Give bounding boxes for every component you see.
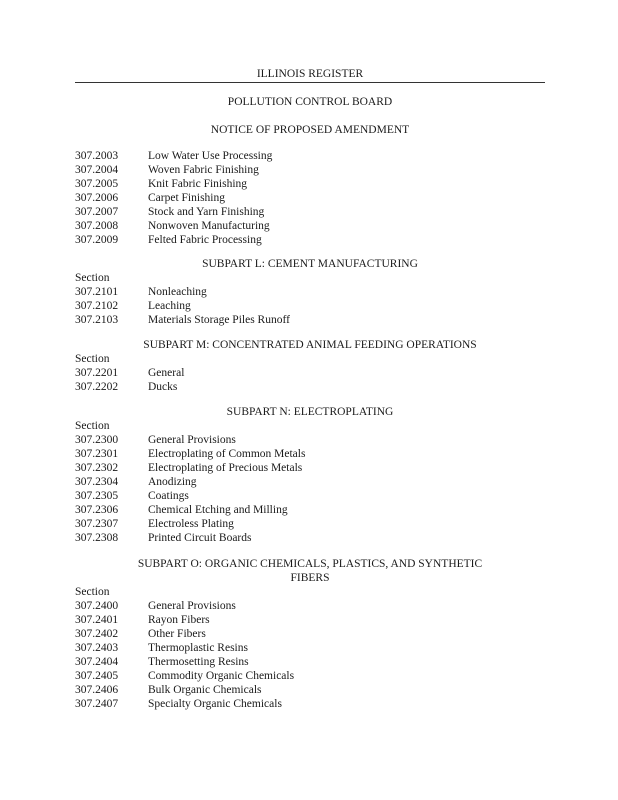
register-title: ILLINOIS REGISTER (256, 68, 364, 80)
section-number: 307.2304 (75, 476, 119, 488)
section-title: Electroplating of Precious Metals (148, 462, 303, 474)
section-number: 307.2103 (75, 314, 119, 326)
section-number: 307.2006 (75, 192, 119, 204)
section-title: Printed Circuit Boards (148, 532, 252, 544)
subpart-m-heading: SUBPART M: CONCENTRATED ANIMAL FEEDING OPERATIONS (143, 339, 477, 351)
section-label: Section (75, 420, 110, 432)
section-title: Rayon Fibers (148, 614, 210, 626)
section-title: General Provisions (148, 600, 236, 612)
subpart-o-heading-line2: FIBERS (290, 572, 330, 584)
section-label: Section (75, 353, 110, 365)
subpart-l-heading: SUBPART L: CEMENT MANUFACTURING (202, 258, 418, 270)
section-number: 307.2306 (75, 504, 119, 516)
section-number: 307.2308 (75, 532, 119, 544)
section-number: 307.2403 (75, 642, 119, 654)
section-number: 307.2102 (75, 300, 119, 312)
section-title: Materials Storage Piles Runoff (148, 314, 290, 326)
section-title: Commodity Organic Chemicals (148, 670, 295, 682)
section-label: Section (75, 272, 110, 284)
section-number: 307.2400 (75, 600, 119, 612)
notice-title: NOTICE OF PROPOSED AMENDMENT (210, 124, 410, 136)
section-number: 307.2005 (75, 178, 119, 190)
section-title: Specialty Organic Chemicals (148, 698, 282, 710)
section-number: 307.2008 (75, 220, 119, 232)
subpart-o-heading (75, 557, 545, 585)
section-title: Chemical Etching and Milling (148, 504, 288, 516)
section-title: Thermoplastic Resins (148, 642, 248, 654)
section-title: Nonwoven Manufacturing (148, 220, 270, 232)
section-number: 307.2305 (75, 490, 119, 502)
section-title: Low Water Use Processing (148, 150, 273, 162)
section-number: 307.2407 (75, 698, 119, 710)
section-title: Felted Fabric Processing (148, 234, 262, 246)
section-title: General (148, 367, 185, 379)
section-number: 307.2401 (75, 614, 119, 626)
section-number: 307.2404 (75, 656, 119, 668)
section-title: Thermosetting Resins (148, 656, 249, 668)
header-rule (75, 82, 545, 83)
section-label: Section (75, 586, 110, 598)
section-number: 307.2007 (75, 206, 119, 218)
subpart-n-heading: SUBPART N: ELECTROPLATING (226, 406, 394, 418)
section-number: 307.2406 (75, 684, 119, 696)
section-title: Coatings (148, 490, 189, 502)
section-title: Knit Fabric Finishing (148, 178, 248, 190)
board-title: POLLUTION CONTROL BOARD (227, 96, 393, 108)
section-title: Bulk Organic Chemicals (148, 684, 262, 696)
section-title: Other Fibers (148, 628, 206, 640)
section-title: Carpet Finishing (148, 192, 225, 204)
section-title: General Provisions (148, 434, 236, 446)
section-number: 307.2301 (75, 448, 119, 460)
subpart-o-heading-line1: SUBPART O: ORGANIC CHEMICALS, PLASTICS, AND SYNTHETIC (137, 558, 483, 570)
section-number: 307.2201 (75, 367, 119, 379)
section-number: 307.2402 (75, 628, 119, 640)
section-number: 307.2004 (75, 164, 119, 176)
section-number: 307.2300 (75, 434, 119, 446)
section-number: 307.2009 (75, 234, 119, 246)
section-number: 307.2307 (75, 518, 119, 530)
section-title: Electroplating of Common Metals (148, 448, 306, 460)
section-title: Stock and Yarn Finishing (148, 206, 265, 218)
section-title: Woven Fabric Finishing (148, 164, 259, 176)
section-number: 307.2101 (75, 286, 119, 298)
section-title: Nonleaching (148, 286, 207, 298)
section-number: 307.2202 (75, 381, 119, 393)
section-title: Anodizing (148, 476, 197, 488)
section-title: Leaching (148, 300, 191, 312)
section-number: 307.2003 (75, 150, 119, 162)
section-title: Ducks (148, 381, 178, 393)
section-title: Electroless Plating (148, 518, 234, 530)
section-number: 307.2405 (75, 670, 119, 682)
section-number: 307.2302 (75, 462, 119, 474)
